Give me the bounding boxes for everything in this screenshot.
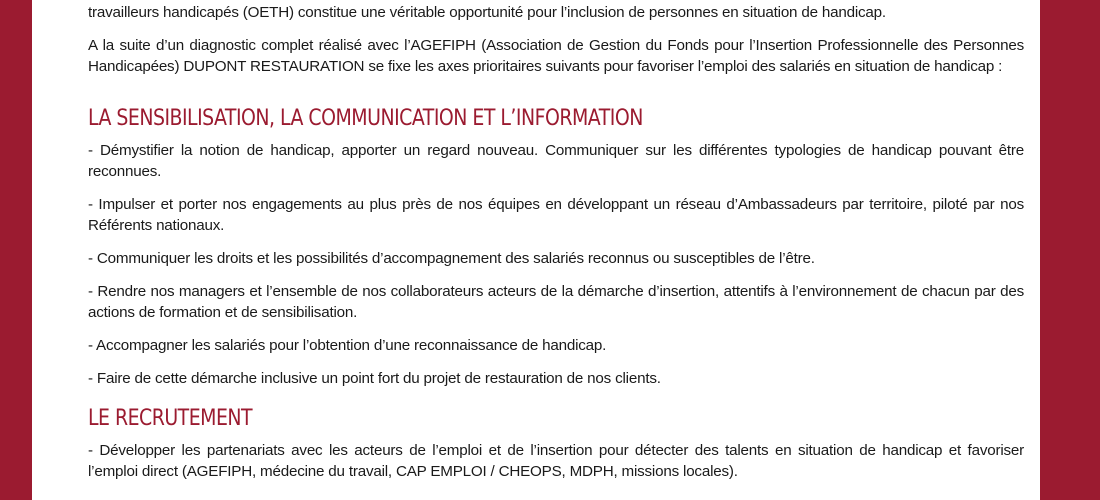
intro-text-line: travailleurs handicapés (OETH) constitue une véritable opportunité pour l’inclusion de personnes en situation de handicap. — [88, 4, 886, 21]
section-title-sensibilisation: LA SENSIBILISATION, LA COMMUNICATION ET L’INFORMATION — [88, 106, 643, 131]
document-body — [88, 2, 1024, 482]
list-item: - Faire de cette démarche inclusive un point fort du projet de restauration de nos clients. — [88, 370, 661, 387]
list-item: - Impulser et porter nos engagements au plus près de nos équipes en développant un réseau d’Ambassadeurs par territoire, piloté par nos Référents nationaux. — [88, 196, 1024, 234]
list-item: - Démystifier la notion de handicap, apporter un regard nouveau. Communiquer sur les différentes typologies de handicap pouvant être reconnues. — [88, 142, 1024, 180]
document-page — [32, 0, 1040, 500]
section-title-recrutement: LE RECRUTEMENT — [88, 406, 253, 431]
list-item: - Développer les partenariats avec les acteurs de l’emploi et de l’insertion pour détecter des talents en situation de handicap et favoriser l’emploi direct (AGEFIPH, médecine du travail, CAP EMPLOI / CHEOPS, MDPH, missions locales). — [88, 442, 1024, 480]
list-item: - Rendre nos managers et l’ensemble de nos collaborateurs acteurs de la démarche d’insertion, attentifs à l’environnement de chacun par des actions de formation et de sensibilisation. — [88, 283, 1024, 321]
intro-paragraph: A la suite d’un diagnostic complet réalisé avec l’AGEFIPH (Association de Gestion du Fonds pour l’Insertion Professionnelle des Personnes Handicapées) DUPONT RESTAURATION se fixe les axes prioritaires suivants pour favoriser l’emploi des salariés en situation de handicap : — [88, 37, 1024, 75]
list-item: - Communiquer les droits et les possibilités d’accompagnement des salariés reconnus ou susceptibles de l’être. — [88, 250, 815, 267]
list-item: - Accompagner les salariés pour l’obtention d’une reconnaissance de handicap. — [88, 337, 607, 354]
section-list-sensibilisation — [88, 140, 1024, 389]
section-list-recrutement — [88, 440, 1024, 482]
